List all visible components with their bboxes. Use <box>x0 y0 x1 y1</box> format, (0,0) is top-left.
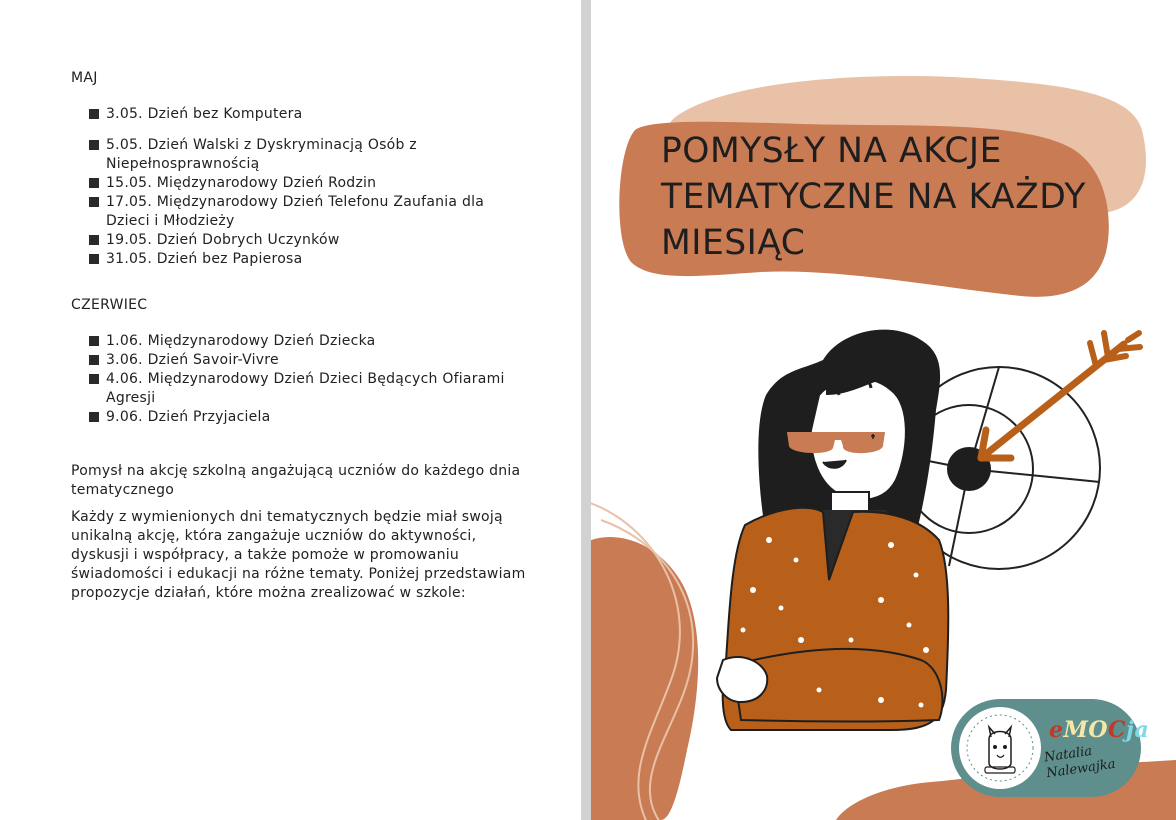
person-illustration <box>717 330 948 730</box>
logo-brand-text: eMOCja <box>1049 717 1150 743</box>
may-event-list <box>88 105 518 269</box>
description-paragraph: Każdy z wymienionych dni tematycznych będzie miał swoją unikalną akcję, która zangażuje uczniów do aktywności, dyskusji i współpracy, a także pomoże w promowaniu świadomości i edukacji na różne tematy. Poniżej przedstawiam propozycje działań, które można zrealizować w szkole: <box>71 509 526 601</box>
square-bullet-icon <box>89 235 99 245</box>
list-item: 15.05. Międzynarodowy Dzień Rodzin <box>88 174 518 193</box>
square-bullet-icon <box>89 178 99 188</box>
brand-logo-badge <box>951 699 1150 797</box>
list-item: 17.05. Międzynarodowy Dzień Telefonu Zaufania dla Dzieci i Młodzieży <box>88 193 518 231</box>
hand-shape <box>717 657 767 702</box>
square-bullet-icon <box>89 109 99 119</box>
list-item: 3.05. Dzień bez Komputera <box>88 105 518 124</box>
month-heading-june: CZERWIEC <box>71 297 148 313</box>
right-page <box>591 0 1176 820</box>
list-item: 19.05. Dzień Dobrych Uczynków <box>88 231 518 250</box>
list-item: 4.06. Międzynarodowy Dzień Dzieci Będących Ofiarami Agresji <box>88 370 518 408</box>
cover-title: POMYSŁY NA AKCJE TEMATYCZNE NA KAŻDY MIESIĄC <box>661 131 1086 263</box>
square-bullet-icon <box>89 140 99 150</box>
bottom-left-blob-shape <box>591 537 698 820</box>
square-bullet-icon <box>89 412 99 422</box>
list-item: 9.06. Dzień Przyjaciela <box>88 408 518 427</box>
list-item: 3.06. Dzień Savoir-Vivre <box>88 351 518 370</box>
logo-signature: Natalia Nalewajka <box>1043 743 1117 782</box>
square-bullet-icon <box>89 197 99 207</box>
logo-emblem <box>959 707 1041 789</box>
page-gutter <box>581 0 591 820</box>
square-bullet-icon <box>89 254 99 264</box>
left-page <box>0 0 581 820</box>
list-item: 5.05. Dzień Walski z Dyskryminacją Osób z Niepełnosprawnością <box>88 136 518 174</box>
square-bullet-icon <box>89 355 99 365</box>
square-bullet-icon <box>89 336 99 346</box>
list-item: 31.05. Dzień bez Papierosa <box>88 250 518 269</box>
list-item: 1.06. Międzynarodowy Dzień Dziecka <box>88 332 518 351</box>
intro-paragraph: Pomysł na akcję szkolną angażującą uczniów do każdego dnia tematycznego <box>71 463 521 498</box>
june-event-list <box>88 332 518 427</box>
month-heading-may: MAJ <box>71 70 98 86</box>
square-bullet-icon <box>89 374 99 384</box>
llama-icon <box>959 707 1041 789</box>
cover-illustration <box>591 0 1176 820</box>
